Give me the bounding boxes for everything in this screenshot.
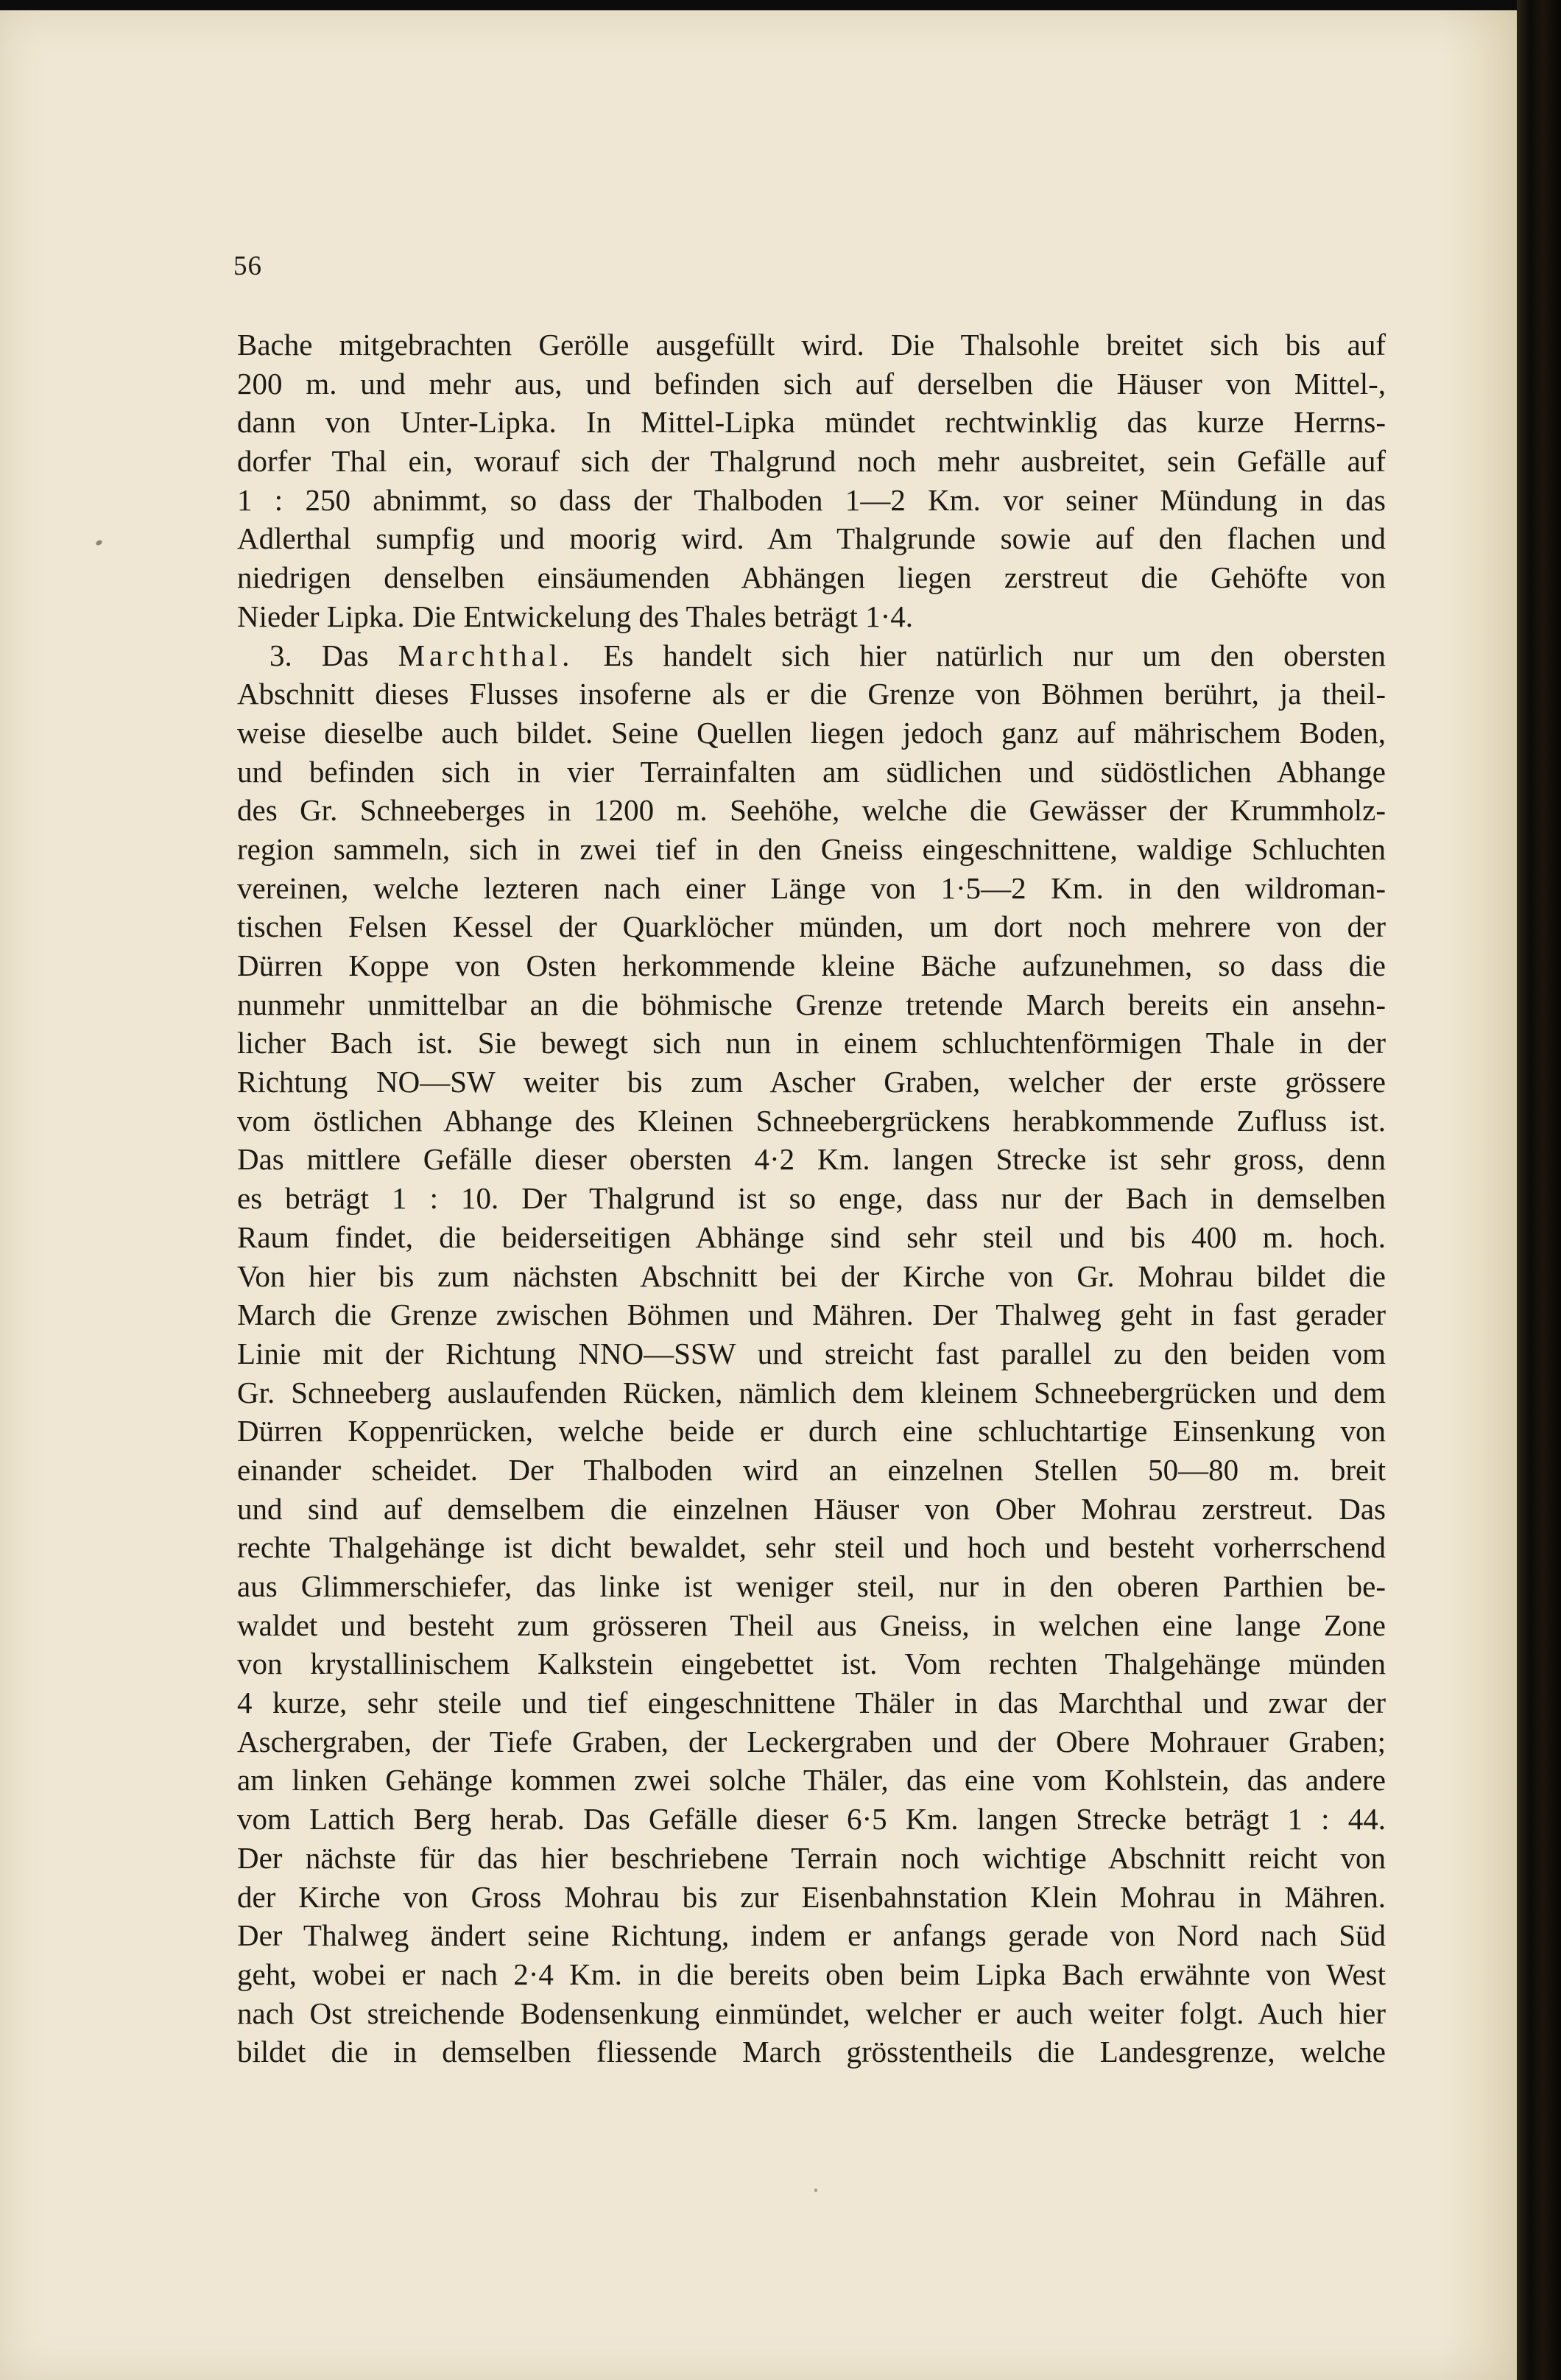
text-line: und sind auf demselbem die einzelnen Häuser von Ober Mohrau zerstreut. Das [237, 1491, 1386, 1526]
text-line: der Kirche von Gross Mohrau bis zur Eisenbahnstation Klein Mohrau in Mähren. [237, 1879, 1386, 1914]
paper-speck [814, 2189, 817, 2192]
paper-speck [95, 539, 103, 546]
text-line: es beträgt 1 : 10. Der Thalgrund ist so enge, dass nur der Bach in demselben [237, 1181, 1386, 1216]
text-line: tischen Felsen Kessel der Quarklöcher münden, um dort noch mehrere von der [237, 909, 1386, 944]
section-heading-rest: Es handelt sich hier natürlich nur um den obersten [574, 638, 1386, 672]
text-line: licher Bach ist. Sie bewegt sich nun in einem schluchtenförmigen Thale in der [237, 1026, 1386, 1060]
text-line: Adlerthal sumpfig und moorig wird. Am Thalgrunde sowie auf den flachen und [237, 521, 1386, 556]
text-line: rechte Thalgehänge ist dicht bewaldet, sehr steil und hoch und besteht vorherrschend [237, 1530, 1386, 1565]
text-line: vereinen, welche lezteren nach einer Länge von 1·5—2 Km. in den wildroman- [237, 870, 1386, 905]
section-heading-line [237, 636, 1386, 675]
text-line: Linie mit der Richtung NNO—SSW und streicht fast parallel zu den beiden vom [237, 1336, 1386, 1370]
text-line: Von hier bis zum nächsten Abschnitt bei der Kirche von Gr. Mohrau bildet die [237, 1258, 1386, 1293]
page-edge-shading [1443, 10, 1517, 2380]
text-line: Richtung NO—SW weiter bis zum Ascher Graben, welcher der erste grössere [237, 1065, 1386, 1099]
text-line: weise dieselbe auch bildet. Seine Quellen liegen jedoch ganz auf mährischem Boden, [237, 715, 1386, 750]
page-number: 56 [233, 251, 262, 281]
book-page [0, 10, 1517, 2380]
text-line: Das mittlere Gefälle dieser obersten 4·2 Km. langen Strecke ist sehr gross, denn [237, 1142, 1386, 1177]
text-line: am linken Gehänge kommen zwei solche Thäler, das eine vom Kohlstein, das andere [237, 1763, 1386, 1798]
section-title: Marchthal. [398, 638, 574, 672]
text-line: dann von Unter-Lipka. In Mittel-Lipka mündet rechtwinklig das kurze Herrns- [237, 405, 1386, 440]
text-line: Nieder Lipka. Die Entwickelung des Thales beträgt 1·4. [237, 599, 914, 633]
text-line: Bache mitgebrachten Gerölle ausgefüllt wird. Die Thalsohle breitet sich bis auf [237, 328, 1386, 362]
text-line: einander scheidet. Der Thalboden wird an einzelnen Stellen 50—80 m. breit [237, 1452, 1386, 1487]
text-line: nunmehr unmittelbar an die böhmische Grenze tretende March bereits ein ansehn- [237, 987, 1386, 1021]
text-line: Dürren Koppenrücken, welche beide er durch eine schluchtartige Einsenkung von [237, 1414, 1386, 1448]
text-line: und befinden sich in vier Terrainfalten am südlichen und südöstlichen Abhange [237, 754, 1386, 789]
text-line: des Gr. Schneeberges in 1200 m. Seehöhe, welche die Gewässer der Krummholz- [237, 793, 1386, 828]
text-line: Gr. Schneeberg auslaufenden Rücken, nämlich dem kleinem Schneebergrücken und dem [237, 1375, 1386, 1409]
text-line: vom östlichen Abhange des Kleinen Schneebergrückens herabkommende Zufluss ist. [237, 1103, 1386, 1138]
body-text [237, 325, 1386, 2071]
text-line: bildet die in demselben fliessende March grösstentheils die Landesgrenze, welche [237, 2035, 1386, 2069]
text-line: aus Glimmerschiefer, das linke ist weniger steil, nur in den oberen Parthien be- [237, 1569, 1386, 1603]
text-line: Aschergraben, der Tiefe Graben, der Leckergraben und der Obere Mohrauer Graben; [237, 1724, 1386, 1758]
text-line: dorfer Thal ein, worauf sich der Thalgrund noch mehr ausbreitet, sein Gefälle auf [237, 444, 1386, 479]
text-line: Der nächste für das hier beschriebene Terrain noch wichtige Abschnitt reicht von [237, 1840, 1386, 1875]
text-line: waldet und besteht zum grösseren Theil aus Gneiss, in welchen eine lange Zone [237, 1608, 1386, 1642]
text-line: 4 kurze, sehr steile und tief eingeschnittene Thäler in das Marchthal und zwar der [237, 1686, 1386, 1720]
text-line: vom Lattich Berg herab. Das Gefälle dieser 6·5 Km. langen Strecke beträgt 1 : 44. [237, 1802, 1386, 1837]
text-line: von krystallinischem Kalkstein eingebettet ist. Vom rechten Thalgehänge münden [237, 1647, 1386, 1681]
text-line: Abschnitt dieses Flusses insoferne als er die Grenze von Böhmen berührt, ja theil- [237, 677, 1386, 711]
text-line: region sammeln, sich in zwei tief in den Gneiss eingeschnittene, waldige Schluchten [237, 831, 1386, 866]
text-line: nach Ost streichende Bodensenkung einmündet, welcher er auch weiter folgt. Auch hier [237, 1996, 1386, 2030]
section-number: 3. Das [269, 638, 398, 672]
text-line: 200 m. und mehr aus, und befinden sich auf derselben die Häuser von Mittel-, [237, 366, 1386, 401]
book-spine-shadow [1517, 0, 1561, 2380]
text-line: 1 : 250 abnimmt, so dass der Thalboden 1—2 Km. vor seiner Mündung in das [237, 482, 1386, 517]
text-line: Raum findet, die beiderseitigen Abhänge sind sehr steil und bis 400 m. hoch. [237, 1219, 1386, 1254]
text-line: Der Thalweg ändert seine Richtung, indem er anfangs gerade von Nord nach Süd [237, 1918, 1386, 1953]
text-line: niedrigen denselben einsäumenden Abhängen liegen zerstreut die Gehöfte von [237, 560, 1386, 595]
text-line: Dürren Koppe von Osten herkommende kleine Bäche aufzunehmen, so dass die [237, 948, 1386, 982]
text-line: March die Grenze zwischen Böhmen und Mähren. Der Thalweg geht in fast gerader [237, 1298, 1386, 1332]
text-line: geht, wobei er nach 2·4 Km. in die bereits oben beim Lipka Bach erwähnte von West [237, 1957, 1386, 1991]
